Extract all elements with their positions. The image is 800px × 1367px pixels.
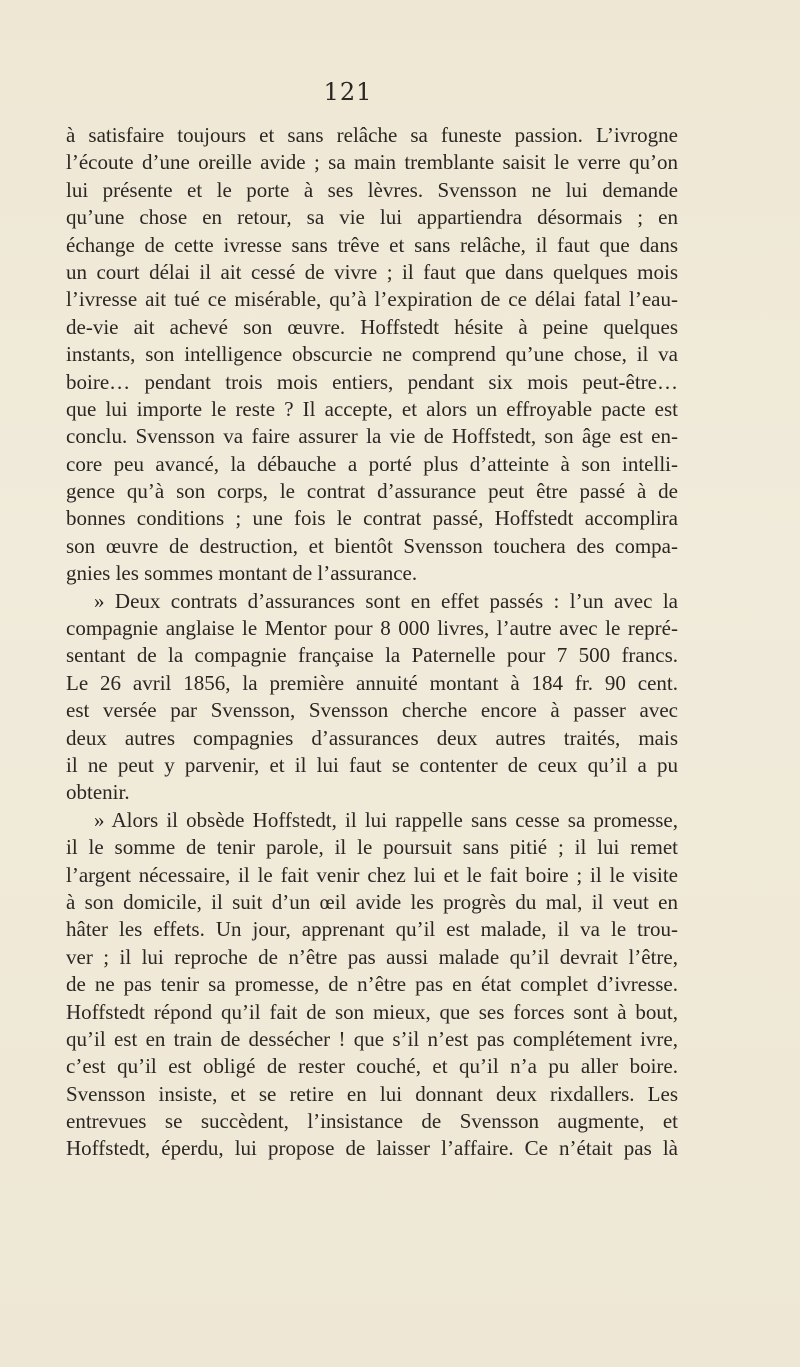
text-line: à son domicile, il suit d’un œil avide les progrès du mal, il veut en: [66, 889, 678, 914]
text-line: gnies les sommes montant de l’assurance.: [66, 561, 418, 586]
text-line: il le somme de tenir parole, il le poursuit sans pitié ; il lui remet: [66, 835, 678, 860]
text-line: Svensson insiste, et se retire en lui donnant deux rixdallers. Les: [66, 1081, 678, 1106]
text-line: deux autres compagnies d’assurances deux autres traités, mais: [66, 725, 678, 750]
text-line: un court délai il ait cessé de vivre ; il faut que dans quelques mois: [66, 259, 678, 284]
text-line: Hoffstedt répond qu’il fait de son mieux, que ses forces sont à bout,: [66, 999, 678, 1024]
text-line: de ne pas tenir sa promesse, de n’être pas en état complet d’ivresse.: [66, 972, 678, 997]
text-line: bonnes conditions ; une fois le contrat passé, Hoffstedt accomplira: [66, 506, 678, 531]
text-line: entrevues se succèdent, l’insistance de Svensson augmente, et: [66, 1109, 678, 1134]
text-line: gence qu’à son corps, le contrat d’assurance peut être passé à de: [66, 479, 678, 504]
text-line: core peu avancé, la débauche a porté plus d’atteinte à son intelli-: [66, 451, 678, 476]
text-line: boire… pendant trois mois entiers, pendant six mois peut-être…: [66, 369, 678, 394]
text-line: il ne peut y parvenir, et il lui faut se contenter de ceux qu’il a pu: [66, 752, 678, 777]
text-line: Le 26 avril 1856, la première annuité montant à 184 fr. 90 cent.: [66, 670, 678, 695]
text-line: hâter les effets. Un jour, apprenant qu’il est malade, il va le trou-: [66, 917, 678, 942]
text-line: sentant de la compagnie française la Paternelle pour 7 500 francs.: [66, 643, 678, 668]
text-line: l’écoute d’une oreille avide ; sa main tremblante saisit le verre qu’on: [66, 150, 678, 175]
text-line: ver ; il lui reproche de n’être pas aussi malade qu’il devrait l’être,: [66, 944, 678, 969]
text-line: l’ivresse ait tué ce misérable, qu’à l’expiration de ce délai fatal l’eau-: [66, 287, 678, 312]
text-line: est versée par Svensson, Svensson cherche encore à passer avec: [66, 698, 678, 723]
text-line: l’argent nécessaire, il le fait venir chez lui et le fait boire ; il le visite: [66, 862, 678, 887]
text-line: obtenir.: [66, 780, 130, 805]
text-line: Hoffstedt, éperdu, lui propose de laisser l’affaire. Ce n’était pas là: [66, 1136, 678, 1161]
text-line: compagnie anglaise le Mentor pour 8 000 livres, l’autre avec le repré-: [66, 616, 678, 641]
text-line: échange de cette ivresse sans trêve et sans relâche, il faut que dans: [66, 232, 678, 257]
text-line: conclu. Svensson va faire assurer la vie de Hoffstedt, son âge est en-: [66, 424, 678, 449]
text-line: » Deux contrats d’assurances sont en effet passés : l’un avec la: [94, 588, 678, 613]
text-line: qu’une chose en retour, sa vie lui appartiendra désormais ; en: [66, 205, 678, 230]
text-line: c’est qu’il est obligé de rester couché, et qu’il n’a pu aller boire.: [66, 1054, 678, 1079]
page-number: 121: [323, 78, 373, 106]
text-line: que lui importe le reste ? Il accepte, et alors un effroyable pacte est: [66, 396, 678, 421]
text-line: à satisfaire toujours et sans relâche sa funeste passion. L’ivrogne: [66, 123, 678, 147]
text-line: son œuvre de destruction, et bientôt Svensson touchera des compa-: [66, 533, 678, 558]
text-line: instants, son intelligence obscurcie ne comprend qu’une chose, il va: [66, 342, 678, 367]
text-line: qu’il est en train de dessécher ! que s’il n’est pas complétement ivre,: [66, 1026, 678, 1051]
text-line: lui présente et le porte à ses lèvres. Svensson ne lui demande: [66, 177, 678, 202]
body-text: [66, 122, 678, 1163]
text-line: » Alors il obsède Hoffstedt, il lui rappelle sans cesse sa promesse,: [94, 807, 678, 832]
text-line: de-vie ait achevé son œuvre. Hoffstedt hésite à peine quelques: [66, 314, 678, 339]
